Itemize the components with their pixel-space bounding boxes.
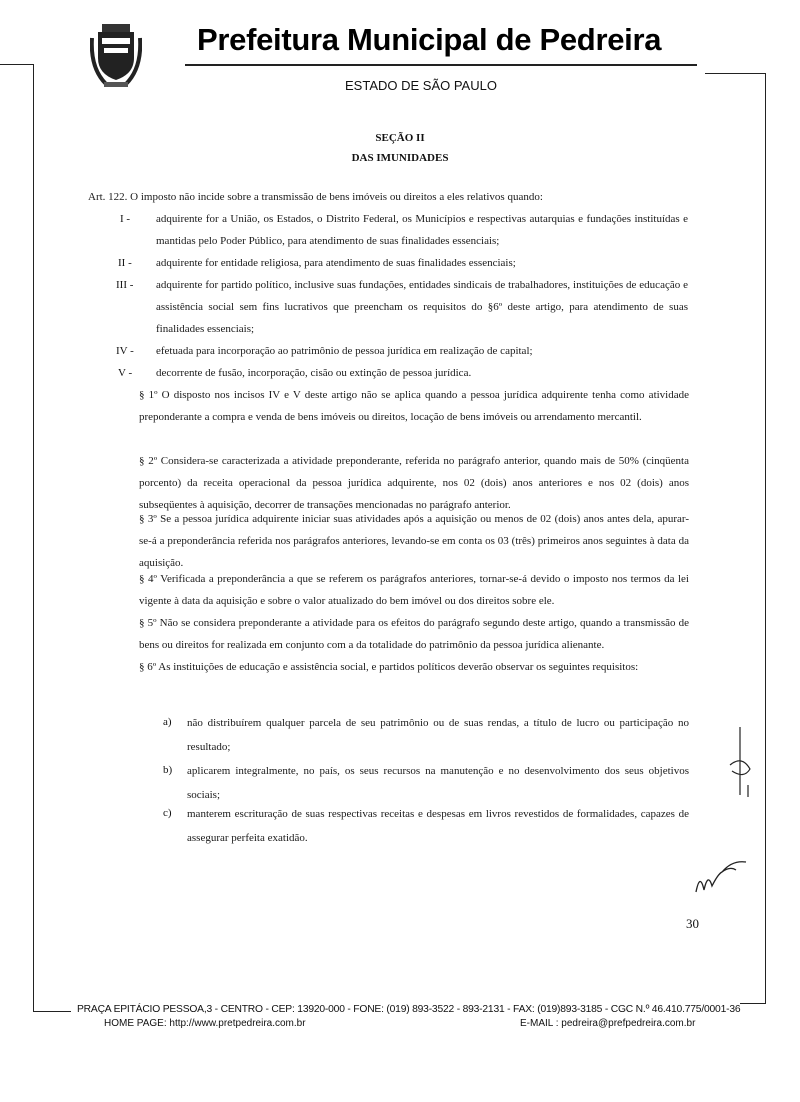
state-subtitle: ESTADO DE SÃO PAULO bbox=[345, 78, 497, 93]
frame-left-bottom bbox=[33, 1011, 71, 1012]
paragraph-6: § 6º As instituições de educação e assistência social, e partidos políticos deverão observar os seguintes requisitos: bbox=[139, 661, 639, 673]
margin-initial-signature bbox=[722, 725, 762, 805]
item-text: efetuada para incorporação ao patrimônio de pessoa jurídica em realização de capital; bbox=[156, 345, 533, 357]
frame-left bbox=[33, 64, 34, 1012]
requirement-letter: c) bbox=[163, 807, 172, 819]
page-title: Prefeitura Municipal de Pedreira bbox=[197, 22, 662, 57]
section-heading: SEÇÃO II bbox=[375, 132, 425, 144]
item-number: IV - bbox=[116, 345, 134, 357]
requirement-letter: a) bbox=[163, 716, 172, 728]
item-text: adquirente for partido político, inclusive suas fundações, entidades sindicais de trabalhadores, instituições de educação e assistência social sem fins lucrativos que preencham os requisitos do §6º deste artigo, para atendimento de suas finalidades essenciais; bbox=[156, 279, 688, 335]
requirement-text: aplicarem integralmente, no país, os seus recursos na manutenção e no desenvolvimento dos seus objetivos sociais; bbox=[187, 765, 689, 801]
item-number: II - bbox=[118, 257, 132, 269]
paragraph-5: § 5º Não se considera preponderante a atividade para os efeitos do parágrafo segundo deste artigo, quando a transmissão de bens ou direitos for realizada em conjunto com a da totalidade do patrimônio da pessoa jurídica alienante. bbox=[139, 617, 689, 651]
item-number: III - bbox=[116, 279, 134, 291]
section-subheading: DAS IMUNIDADES bbox=[351, 152, 449, 164]
requirement-text: não distribuírem qualquer parcela de seu patrimônio ou de suas rendas, a título de lucro ou participação no resultado; bbox=[187, 717, 689, 753]
item-text: adquirente for a União, os Estados, o Distrito Federal, os Municípios e respectivas autarquias e fundações instituídas e mantidas pelo Poder Público, para atendimento de suas finalidades essenciais; bbox=[156, 213, 688, 247]
paragraph-3: § 3º Se a pessoa jurídica adquirente iniciar suas atividades após a aquisição ou menos de 02 (dois) anos antes dela, apurar-se-á a preponderância referida nos parágrafos anteriores, levando-se em conta os 03 (três) primeiros anos seguintes à data da aquisição. bbox=[139, 513, 689, 569]
initials-signature bbox=[692, 858, 752, 898]
article-intro: Art. 122. O imposto não incide sobre a transmissão de bens imóveis ou direitos a eles relativos quando: bbox=[88, 191, 543, 203]
paragraph-1: § 1º O disposto nos incisos IV e V deste artigo não se aplica quando a pessoa jurídica adquirente tenha como atividade preponderante a compra e venda de bens imóveis ou direitos, locação de bens imóveis ou arrendamento mercantil. bbox=[139, 389, 689, 423]
title-underline bbox=[185, 64, 697, 66]
municipal-crest-logo bbox=[90, 18, 142, 90]
item-text: adquirente for entidade religiosa, para atendimento de suas finalidades essenciais; bbox=[156, 257, 516, 269]
page-number: 30 bbox=[686, 916, 699, 931]
footer-address: PRAÇA EPITÁCIO PESSOA,3 - CENTRO - CEP: 13920-000 - FONE: (019) 893-3522 - 893-2131 - FAX: (019)893-3185 - CGC N.º 46.410.775/0001-36 bbox=[77, 1004, 741, 1015]
requirement-letter: b) bbox=[163, 764, 173, 776]
footer-email: E-MAIL : pedreira@prefpedreira.com.br bbox=[520, 1018, 696, 1029]
frame-right bbox=[765, 73, 766, 1003]
frame-left-top bbox=[0, 64, 34, 65]
item-number: V - bbox=[118, 367, 133, 379]
paragraph-2: § 2º Considera-se caracterizada a atividade preponderante, referida no parágrafo anterior, quando mais de 50% (cinqüenta porcento) da receita operacional da pessoa jurídica adquirente, nos 02 (dois) anos anteriores e nos 02 (dois) anos subseqüentes à aquisição, decorrer de transações mencionadas no parágrafo anterior. bbox=[139, 455, 689, 511]
footer-homepage: HOME PAGE: http://www.pretpedreira.com.br bbox=[104, 1018, 306, 1029]
paragraph-4: § 4º Verificada a preponderância a que se referem os parágrafos anteriores, tornar-se-á devido o imposto nos termos da lei vigente à data da aquisição e sobre o valor atualizado do bem imóvel ou dos direitos sobre ele. bbox=[139, 573, 689, 607]
item-text: decorrente de fusão, incorporação, cisão ou extinção de pessoa jurídica. bbox=[156, 367, 472, 379]
frame-right-top bbox=[705, 73, 765, 74]
requirement-text: manterem escrituração de suas respectivas receitas e despesas em livros revestidos de formalidades, capazes de assegurar perfeita exatidão. bbox=[187, 808, 689, 844]
item-number: I - bbox=[120, 213, 131, 225]
frame-right-bottom bbox=[740, 1003, 766, 1004]
